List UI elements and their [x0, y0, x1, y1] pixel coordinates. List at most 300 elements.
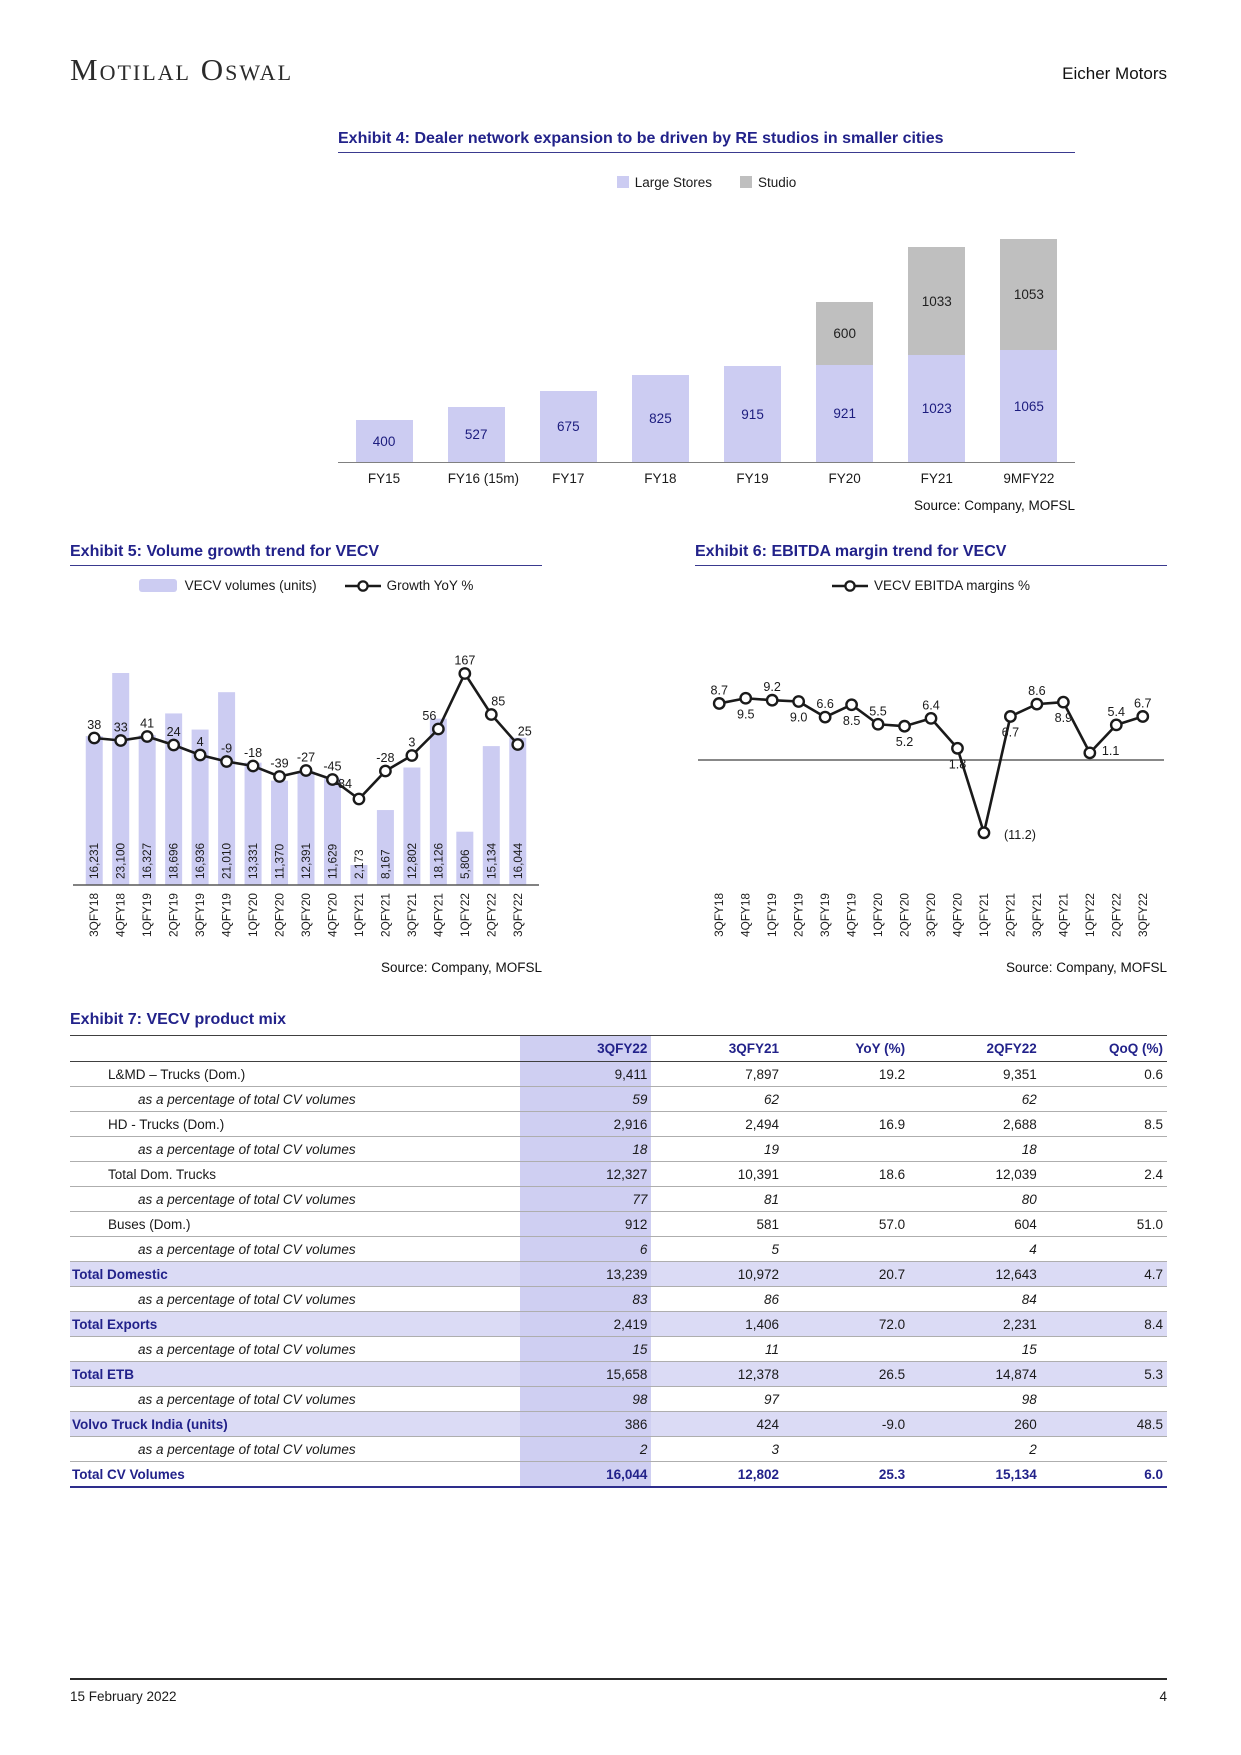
cell: 12,378 [651, 1362, 783, 1387]
segment-value: 915 [741, 406, 764, 422]
line-marker [1032, 699, 1042, 709]
category-label: FY21 [920, 471, 953, 486]
cell: 2,916 [520, 1112, 652, 1137]
exhibit-4-section [338, 130, 1075, 513]
table-row [70, 1387, 1167, 1412]
row-label: as a percentage of total CV volumes [70, 1237, 520, 1262]
cell: 57.0 [783, 1212, 909, 1237]
row-label: as a percentage of total CV volumes [70, 1437, 520, 1462]
line-value-label: 33 [113, 720, 128, 735]
category-label: FY15 [367, 471, 401, 486]
cell: 2,231 [909, 1312, 1041, 1337]
line-value-label: -9 [220, 741, 233, 756]
category-label: 4QFY20 [325, 893, 340, 937]
category-label: 3QFY20 [924, 893, 938, 937]
cell [783, 1087, 909, 1112]
cell [783, 1387, 909, 1412]
cell: 912 [520, 1212, 652, 1237]
line-marker [195, 750, 205, 760]
table-row [70, 1087, 1167, 1112]
cell: 20.7 [783, 1262, 909, 1287]
table-row [70, 1337, 1167, 1362]
cell [1041, 1237, 1167, 1262]
line-marker [926, 713, 936, 723]
line-value-label: 25 [517, 724, 532, 739]
cell: 604 [909, 1212, 1041, 1237]
line-marker [1138, 711, 1148, 721]
page-footer [70, 1678, 1167, 1704]
legend-label: VECV volumes (units) [184, 578, 317, 593]
category-label: 1QFY19 [765, 893, 780, 937]
cell: 14,874 [909, 1362, 1041, 1387]
line-marker [793, 696, 803, 706]
line-marker [899, 721, 909, 731]
cell: 62 [909, 1087, 1041, 1112]
cell [783, 1187, 909, 1212]
legend-item-large-stores [617, 175, 712, 190]
cell [783, 1137, 909, 1162]
cell: 98 [909, 1387, 1041, 1412]
line-value-label: 9.2 [763, 680, 781, 695]
exhibit-4-title: Exhibit 4: Dealer network expansion to be driven by RE studios in smaller cities [338, 130, 1075, 153]
line-value-label: 8.7 [710, 683, 728, 698]
cell: 260 [909, 1412, 1041, 1437]
segment-value: 1065 [1013, 398, 1044, 414]
table-body [70, 1062, 1167, 1488]
line-marker [380, 766, 390, 776]
table-row [70, 1362, 1167, 1387]
bar-value-label: 23,100 [113, 842, 128, 879]
category-label: 2QFY22 [484, 893, 499, 937]
line-marker-icon [832, 580, 868, 592]
report-date: 15 February 2022 [70, 1689, 177, 1704]
legend-item-growth [345, 578, 474, 593]
line-marker [1085, 748, 1095, 758]
large-stores-segment [816, 365, 873, 462]
line-marker [513, 739, 523, 749]
line-marker [274, 771, 284, 781]
category-label: 1QFY21 [976, 893, 991, 937]
category-label: 3QFY22 [1135, 893, 1150, 937]
bar-value-label: 16,327 [140, 842, 155, 879]
cell: 6.0 [1041, 1462, 1167, 1488]
exhibit-6-source: Source: Company, MOFSL [1005, 960, 1167, 975]
bar-value-label: 12,802 [404, 842, 419, 879]
table-row [70, 1062, 1167, 1087]
table-row [70, 1237, 1167, 1262]
cell: 16,044 [520, 1462, 652, 1488]
line-marker [301, 765, 311, 775]
segment-value: 400 [372, 433, 396, 449]
line-value-label: -18 [243, 746, 263, 760]
row-label: as a percentage of total CV volumes [70, 1337, 520, 1362]
cell: 15,658 [520, 1362, 652, 1387]
row-label: Buses (Dom.) [70, 1212, 520, 1237]
line-value-label: 41 [140, 716, 155, 731]
category-label: 3QFY18 [87, 893, 102, 937]
cell: -9.0 [783, 1412, 909, 1437]
studio-segment [908, 247, 965, 355]
cell: 5.3 [1041, 1362, 1167, 1387]
table-row [70, 1187, 1167, 1212]
cell: 386 [520, 1412, 652, 1437]
studio-segment [1000, 239, 1057, 350]
segment-value: 825 [649, 411, 672, 426]
table-row [70, 1112, 1167, 1137]
cell: 25.3 [783, 1462, 909, 1488]
category-label: 2QFY20 [272, 893, 287, 937]
line-marker [979, 828, 989, 838]
line-marker [407, 750, 417, 760]
category-label: FY17 [552, 471, 585, 486]
cell: 9,411 [520, 1062, 652, 1087]
row-label: Total Exports [70, 1312, 520, 1337]
cell: 8.4 [1041, 1312, 1167, 1337]
row-label: Total ETB [70, 1362, 520, 1387]
cell: 4 [909, 1237, 1041, 1262]
table-row [70, 1212, 1167, 1237]
exhibit-6-section [695, 543, 1167, 975]
exhibit-5-legend [70, 578, 542, 593]
row-label: Volvo Truck India (units) [70, 1412, 520, 1437]
segment-value: 1033 [921, 293, 952, 309]
table-row [70, 1162, 1167, 1187]
cell: 0.6 [1041, 1062, 1167, 1087]
volumes-swatch-icon [139, 579, 177, 592]
line-value-label: 5.5 [869, 704, 887, 719]
line-value-label: 167 [454, 653, 476, 668]
cell: 12,643 [909, 1262, 1041, 1287]
bar-value-label: 13,331 [246, 842, 261, 879]
line-value-label: 6.7 [1001, 725, 1020, 740]
line-marker-icon [345, 580, 381, 592]
cell: 62 [651, 1087, 783, 1112]
cell: 59 [520, 1087, 652, 1112]
cell: 2.4 [1041, 1162, 1167, 1187]
cell: 9,351 [909, 1062, 1041, 1087]
line-value-label: 38 [87, 718, 102, 732]
category-label: 2QFY20 [897, 893, 912, 937]
segment-value: 600 [833, 326, 856, 341]
line-marker [741, 693, 751, 703]
cell: 18.6 [783, 1162, 909, 1187]
bar-group [356, 420, 413, 462]
category-label: 4QFY21 [431, 893, 446, 937]
line-value-label: 24 [166, 725, 181, 739]
category-labels [338, 463, 1075, 486]
cell: 15,134 [909, 1462, 1041, 1488]
exhibit-5-source: Source: Company, MOFSL [380, 960, 542, 975]
table-row [70, 1287, 1167, 1312]
cell: 5 [651, 1237, 783, 1262]
table-row [70, 1137, 1167, 1162]
cell: 581 [651, 1212, 783, 1237]
line-value-label: 85 [491, 694, 506, 709]
category-label: 2QFY19 [791, 893, 806, 937]
table-row [70, 1412, 1167, 1437]
exhibit-5-section [70, 543, 542, 975]
large-stores-segment [1000, 350, 1057, 462]
dealer-network-chart [338, 234, 1075, 486]
line-value-label: 4 [196, 735, 204, 749]
line-value-label: 6.6 [816, 697, 834, 712]
cell: 19 [651, 1137, 783, 1162]
line-marker [89, 733, 99, 743]
cell: 12,327 [520, 1162, 652, 1187]
cell [783, 1337, 909, 1362]
cell [1041, 1387, 1167, 1412]
table-row [70, 1437, 1167, 1462]
category-label: 3QFY18 [712, 893, 727, 937]
bar-value-label: 16,936 [193, 842, 208, 879]
row-label: as a percentage of total CV volumes [70, 1087, 520, 1112]
cell: 98 [520, 1387, 652, 1412]
table-header-row [70, 1036, 1167, 1062]
bar-group [632, 375, 689, 462]
line-value-label: 1.1 [1101, 743, 1120, 758]
line-marker [767, 695, 777, 705]
cell: 4.7 [1041, 1262, 1167, 1287]
line-value-label: 6.7 [1134, 696, 1152, 711]
row-label: as a percentage of total CV volumes [70, 1287, 520, 1312]
row-label: L&MD – Trucks (Dom.) [70, 1062, 520, 1087]
cell [1041, 1337, 1167, 1362]
line-value-label: 9.0 [789, 710, 808, 725]
product-mix-table [70, 1035, 1167, 1488]
cell: 13,239 [520, 1262, 652, 1287]
charts-row [70, 543, 1167, 975]
line-value-label: -39 [270, 756, 289, 771]
segment-value: 527 [464, 427, 488, 442]
cell: 2 [909, 1437, 1041, 1462]
line-marker [1058, 697, 1068, 707]
bar-value-label: 2,173 [351, 849, 366, 879]
legend-label: Large Stores [634, 175, 712, 190]
category-label: FY18 [644, 471, 677, 486]
column-header: QoQ (%) [1041, 1036, 1167, 1062]
line-value-label: 9.5 [736, 707, 755, 722]
cell: 2,494 [651, 1112, 783, 1137]
exhibit-6-legend [695, 578, 1167, 593]
line-value-label: 8.5 [842, 713, 861, 728]
bar-value-label: 16,044 [510, 842, 525, 879]
studio-swatch-icon [740, 176, 752, 188]
bar-plot [338, 234, 1075, 462]
column-header: 3QFY22 [520, 1036, 652, 1062]
exhibit-7-title: Exhibit 7: VECV product mix [70, 1011, 287, 1028]
category-label: 3QFY19 [818, 893, 833, 937]
line-value-label: 8.6 [1028, 684, 1046, 699]
cell [1041, 1137, 1167, 1162]
cell [783, 1237, 909, 1262]
column-header: 2QFY22 [909, 1036, 1041, 1062]
column-header [70, 1036, 520, 1062]
legend-label: Growth YoY % [386, 578, 474, 593]
column-header: 3QFY21 [651, 1036, 783, 1062]
cell: 80 [909, 1187, 1041, 1212]
table-row [70, 1312, 1167, 1337]
cell: 16.9 [783, 1112, 909, 1137]
large-stores-swatch-icon [617, 176, 629, 188]
category-label: 3QFY21 [404, 893, 419, 937]
cell [783, 1437, 909, 1462]
segment-value: 675 [557, 419, 580, 434]
motilal-oswal-logo: Motilal Oswal [70, 52, 294, 87]
legend-item-ebitda [832, 578, 1030, 593]
category-label: 1QFY21 [351, 893, 366, 937]
category-label: 2QFY19 [166, 893, 181, 937]
exhibit-6-title: Exhibit 6: EBITDA margin trend for VECV [695, 543, 1167, 566]
segment-value: 1023 [921, 401, 952, 416]
volume-growth-chart [70, 595, 542, 943]
bar-group [908, 247, 965, 462]
category-label: 4QFY19 [844, 893, 859, 937]
line-marker [952, 743, 962, 753]
cell: 3 [651, 1437, 783, 1462]
category-label: 1QFY22 [457, 893, 472, 937]
large-stores-segment [632, 375, 689, 462]
line-marker [354, 794, 364, 804]
cell: 15 [520, 1337, 652, 1362]
line-value-label: -45 [323, 759, 342, 774]
category-label: 2QFY21 [1003, 893, 1018, 937]
segment-value: 921 [833, 406, 856, 421]
line-marker [116, 735, 126, 745]
cell: 83 [520, 1287, 652, 1312]
bar-value-label: 16,231 [87, 842, 102, 879]
cell [1041, 1437, 1167, 1462]
category-label: 3QFY20 [299, 893, 313, 937]
cell: 10,391 [651, 1162, 783, 1187]
row-label: as a percentage of total CV volumes [70, 1137, 520, 1162]
legend-item-studio [740, 175, 796, 190]
bar-value-label: 8,167 [378, 849, 393, 879]
bar-group [816, 302, 873, 462]
line-marker [714, 698, 724, 708]
line-marker [486, 709, 496, 719]
line-marker [168, 740, 178, 750]
bar-group [1000, 239, 1057, 462]
large-stores-segment [908, 355, 965, 462]
company-name: Eicher Motors [1062, 64, 1167, 83]
cell [783, 1287, 909, 1312]
bar-value-label: 5,806 [457, 849, 472, 879]
cell [1041, 1287, 1167, 1312]
category-label: 1QFY20 [871, 893, 886, 937]
cell: 424 [651, 1412, 783, 1437]
cell: 84 [909, 1287, 1041, 1312]
line-marker [820, 712, 830, 722]
cell [1041, 1087, 1167, 1112]
large-stores-segment [448, 407, 505, 462]
legend-label: VECV EBITDA margins % [873, 578, 1031, 593]
category-label: 4QFY18 [113, 893, 128, 937]
cell: 51.0 [1041, 1212, 1167, 1237]
line-marker [1111, 720, 1121, 730]
bar-value-label: 11,629 [325, 843, 340, 879]
cell: 19.2 [783, 1062, 909, 1087]
cell: 15 [909, 1337, 1041, 1362]
category-label: 1QFY19 [140, 893, 155, 937]
category-label: 4QFY19 [219, 893, 234, 937]
row-label: Total Dom. Trucks [70, 1162, 520, 1187]
line-value-label: -84 [333, 777, 353, 791]
table-row [70, 1462, 1167, 1488]
category-label: 3QFY19 [193, 893, 208, 937]
column-header: YoY (%) [783, 1036, 909, 1062]
cell: 72.0 [783, 1312, 909, 1337]
line-value-label: 5.2 [895, 735, 914, 750]
line-marker [248, 761, 258, 771]
row-label: as a percentage of total CV volumes [70, 1387, 520, 1412]
line-marker [221, 756, 231, 766]
line-marker [433, 724, 443, 734]
bar-value-label: 18,126 [431, 842, 446, 879]
line-marker [873, 719, 883, 729]
cell: 18 [909, 1137, 1041, 1162]
line-value-label: 8.9 [1054, 711, 1073, 726]
line-value-label: -28 [376, 751, 395, 765]
category-label: 9MFY22 [1003, 471, 1055, 486]
large-stores-segment [356, 420, 413, 462]
exhibit-4-legend [338, 175, 1075, 190]
line-marker [846, 700, 856, 710]
bar-group [724, 366, 781, 462]
page-header [70, 52, 1167, 88]
cell: 26.5 [783, 1362, 909, 1387]
row-label: Total Domestic [70, 1262, 520, 1287]
cell: 12,802 [651, 1462, 783, 1488]
line-marker [460, 668, 470, 678]
bar-value-label: 11,370 [272, 843, 287, 879]
category-label: FY20 [828, 471, 861, 486]
line-marker [142, 731, 152, 741]
cell: 12,039 [909, 1162, 1041, 1187]
line-value-label: 3 [408, 735, 416, 750]
category-label: 2QFY21 [378, 893, 393, 937]
cell: 77 [520, 1187, 652, 1212]
legend-item-volumes [139, 578, 317, 593]
cell: 6 [520, 1237, 652, 1262]
exhibit-7-section [70, 1011, 1167, 1488]
cell: 18 [520, 1137, 652, 1162]
cell: 11 [651, 1337, 783, 1362]
bar-value-label: 12,391 [299, 842, 313, 879]
category-label: 4QFY21 [1056, 893, 1071, 937]
cell: 86 [651, 1287, 783, 1312]
exhibit-5-title: Exhibit 5: Volume growth trend for VECV [70, 543, 542, 566]
table-head [70, 1036, 1167, 1062]
bar-value-label: 15,134 [484, 842, 499, 879]
table-row [70, 1262, 1167, 1287]
cell: 81 [651, 1187, 783, 1212]
bar-group [540, 391, 597, 462]
category-label: 4QFY18 [738, 893, 753, 937]
cell: 2,688 [909, 1112, 1041, 1137]
category-label: FY16 (15m) [447, 471, 519, 486]
row-label: HD - Trucks (Dom.) [70, 1112, 520, 1137]
line-value-label: (11.2) [1003, 827, 1036, 842]
cell: 7,897 [651, 1062, 783, 1087]
line-value-label: 6.4 [922, 698, 940, 713]
legend-label: Studio [758, 175, 797, 190]
line-value-label: 5.4 [1107, 704, 1126, 719]
ebitda-margin-chart [695, 595, 1167, 943]
cell: 1,406 [651, 1312, 783, 1337]
line-marker [1005, 711, 1015, 721]
exhibit-4-source: Source: Company, MOFSL [913, 498, 1075, 513]
cell [1041, 1187, 1167, 1212]
